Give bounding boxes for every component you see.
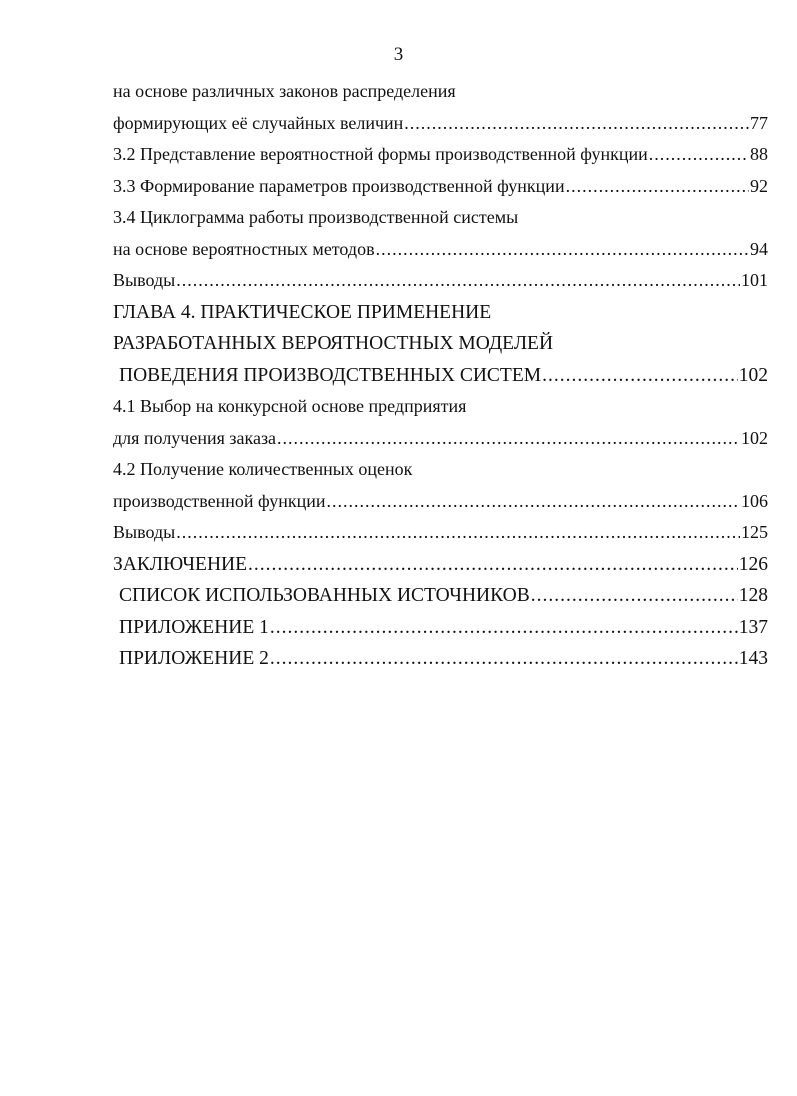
toc-entry-page: 101	[741, 270, 768, 290]
toc-entry	[113, 139, 768, 171]
toc-entry-title: 4.2 Получение количественных оценок	[113, 459, 413, 479]
toc-entry-title: Выводы	[113, 270, 176, 290]
toc-entry-page: 137	[738, 616, 768, 638]
toc-entry-title: ПРИЛОЖЕНИЕ 1	[119, 616, 269, 638]
toc-entry	[113, 171, 768, 203]
toc-leader-dots	[277, 423, 740, 455]
toc-entry	[113, 486, 768, 518]
toc-leader-dots	[404, 108, 749, 140]
toc-entry-page: 143	[738, 648, 768, 669]
toc-entry-title: 3.3 Формирование параметров производственной функции	[113, 175, 565, 196]
toc-entry-title: СПИСОК ИСПОЛЬЗОВАННЫХ ИСТОЧНИКОВ	[119, 585, 530, 606]
toc-entry	[113, 76, 768, 108]
toc-leader-dots	[649, 139, 749, 171]
toc-entry	[113, 202, 768, 234]
toc-leader-dots	[248, 549, 738, 581]
toc-leader-dots	[542, 360, 738, 392]
toc-entry-page: 102	[738, 364, 768, 386]
toc-entry-title: Выводы	[113, 522, 176, 542]
toc-entry-page: 77	[750, 112, 768, 133]
toc-entry	[113, 612, 768, 644]
toc-entry-page: 125	[741, 522, 768, 542]
toc-entry-title: ПРИЛОЖЕНИЕ 2	[119, 648, 269, 669]
toc-entry	[113, 265, 768, 297]
toc-entry-page: 126	[738, 553, 768, 575]
toc-entry-page: 94	[750, 238, 768, 259]
toc-leader-dots	[531, 580, 738, 612]
toc-entry	[113, 517, 768, 549]
toc-leader-dots	[176, 517, 740, 549]
toc-entry-page: 88	[750, 144, 768, 164]
toc-entry	[113, 423, 768, 455]
toc-entry	[113, 234, 768, 266]
toc-entry-page: 128	[738, 585, 768, 606]
toc-entry-title: ПОВЕДЕНИЯ ПРОИЗВОДСТВЕННЫХ СИСТЕМ	[119, 364, 542, 386]
toc-entry-title: формирующих её случайных величин	[113, 112, 404, 133]
toc-leader-dots	[176, 265, 740, 297]
toc-entry-title: РАЗРАБОТАННЫХ ВЕРОЯТНОСТНЫХ МОДЕЛЕЙ	[113, 333, 554, 354]
toc-leader-dots	[270, 643, 738, 675]
toc-entry-title: 3.2 Представление вероятностной формы производственной функции	[113, 144, 648, 164]
toc-entry-title: производственной функции	[113, 490, 326, 511]
toc-entry	[113, 643, 768, 675]
toc-entry	[113, 391, 768, 423]
toc-entry-page: 102	[741, 427, 768, 448]
toc-leader-dots	[327, 486, 740, 518]
toc-entry	[113, 360, 768, 392]
toc-entry-page: 106	[741, 490, 768, 511]
toc-leader-dots	[566, 171, 749, 203]
toc-leader-dots	[376, 234, 749, 266]
toc-entry-title: 3.4 Циклограмма работы производственной системы	[113, 207, 519, 227]
toc-entry-title: ГЛАВА 4. ПРАКТИЧЕСКОЕ ПРИМЕНЕНИЕ	[113, 301, 492, 323]
toc-entry	[113, 549, 768, 581]
toc-entry	[113, 328, 768, 360]
toc-entry-title: для получения заказа	[113, 427, 277, 448]
toc-entry-title: на основе различных законов распределения	[113, 81, 456, 101]
toc-entry-title: на основе вероятностных методов	[113, 238, 375, 259]
toc-entry-title: ЗАКЛЮЧЕНИЕ	[113, 553, 248, 575]
toc-entry	[113, 297, 768, 329]
toc-entry-page: 92	[750, 175, 768, 196]
toc-entry	[113, 580, 768, 612]
page-number: 3	[393, 44, 404, 65]
toc-leader-dots	[270, 612, 738, 644]
toc-entry	[113, 454, 768, 486]
table-of-contents	[113, 76, 768, 675]
toc-entry-title: 4.1 Выбор на конкурсной основе предприятия	[113, 396, 467, 416]
toc-entry	[113, 108, 768, 140]
